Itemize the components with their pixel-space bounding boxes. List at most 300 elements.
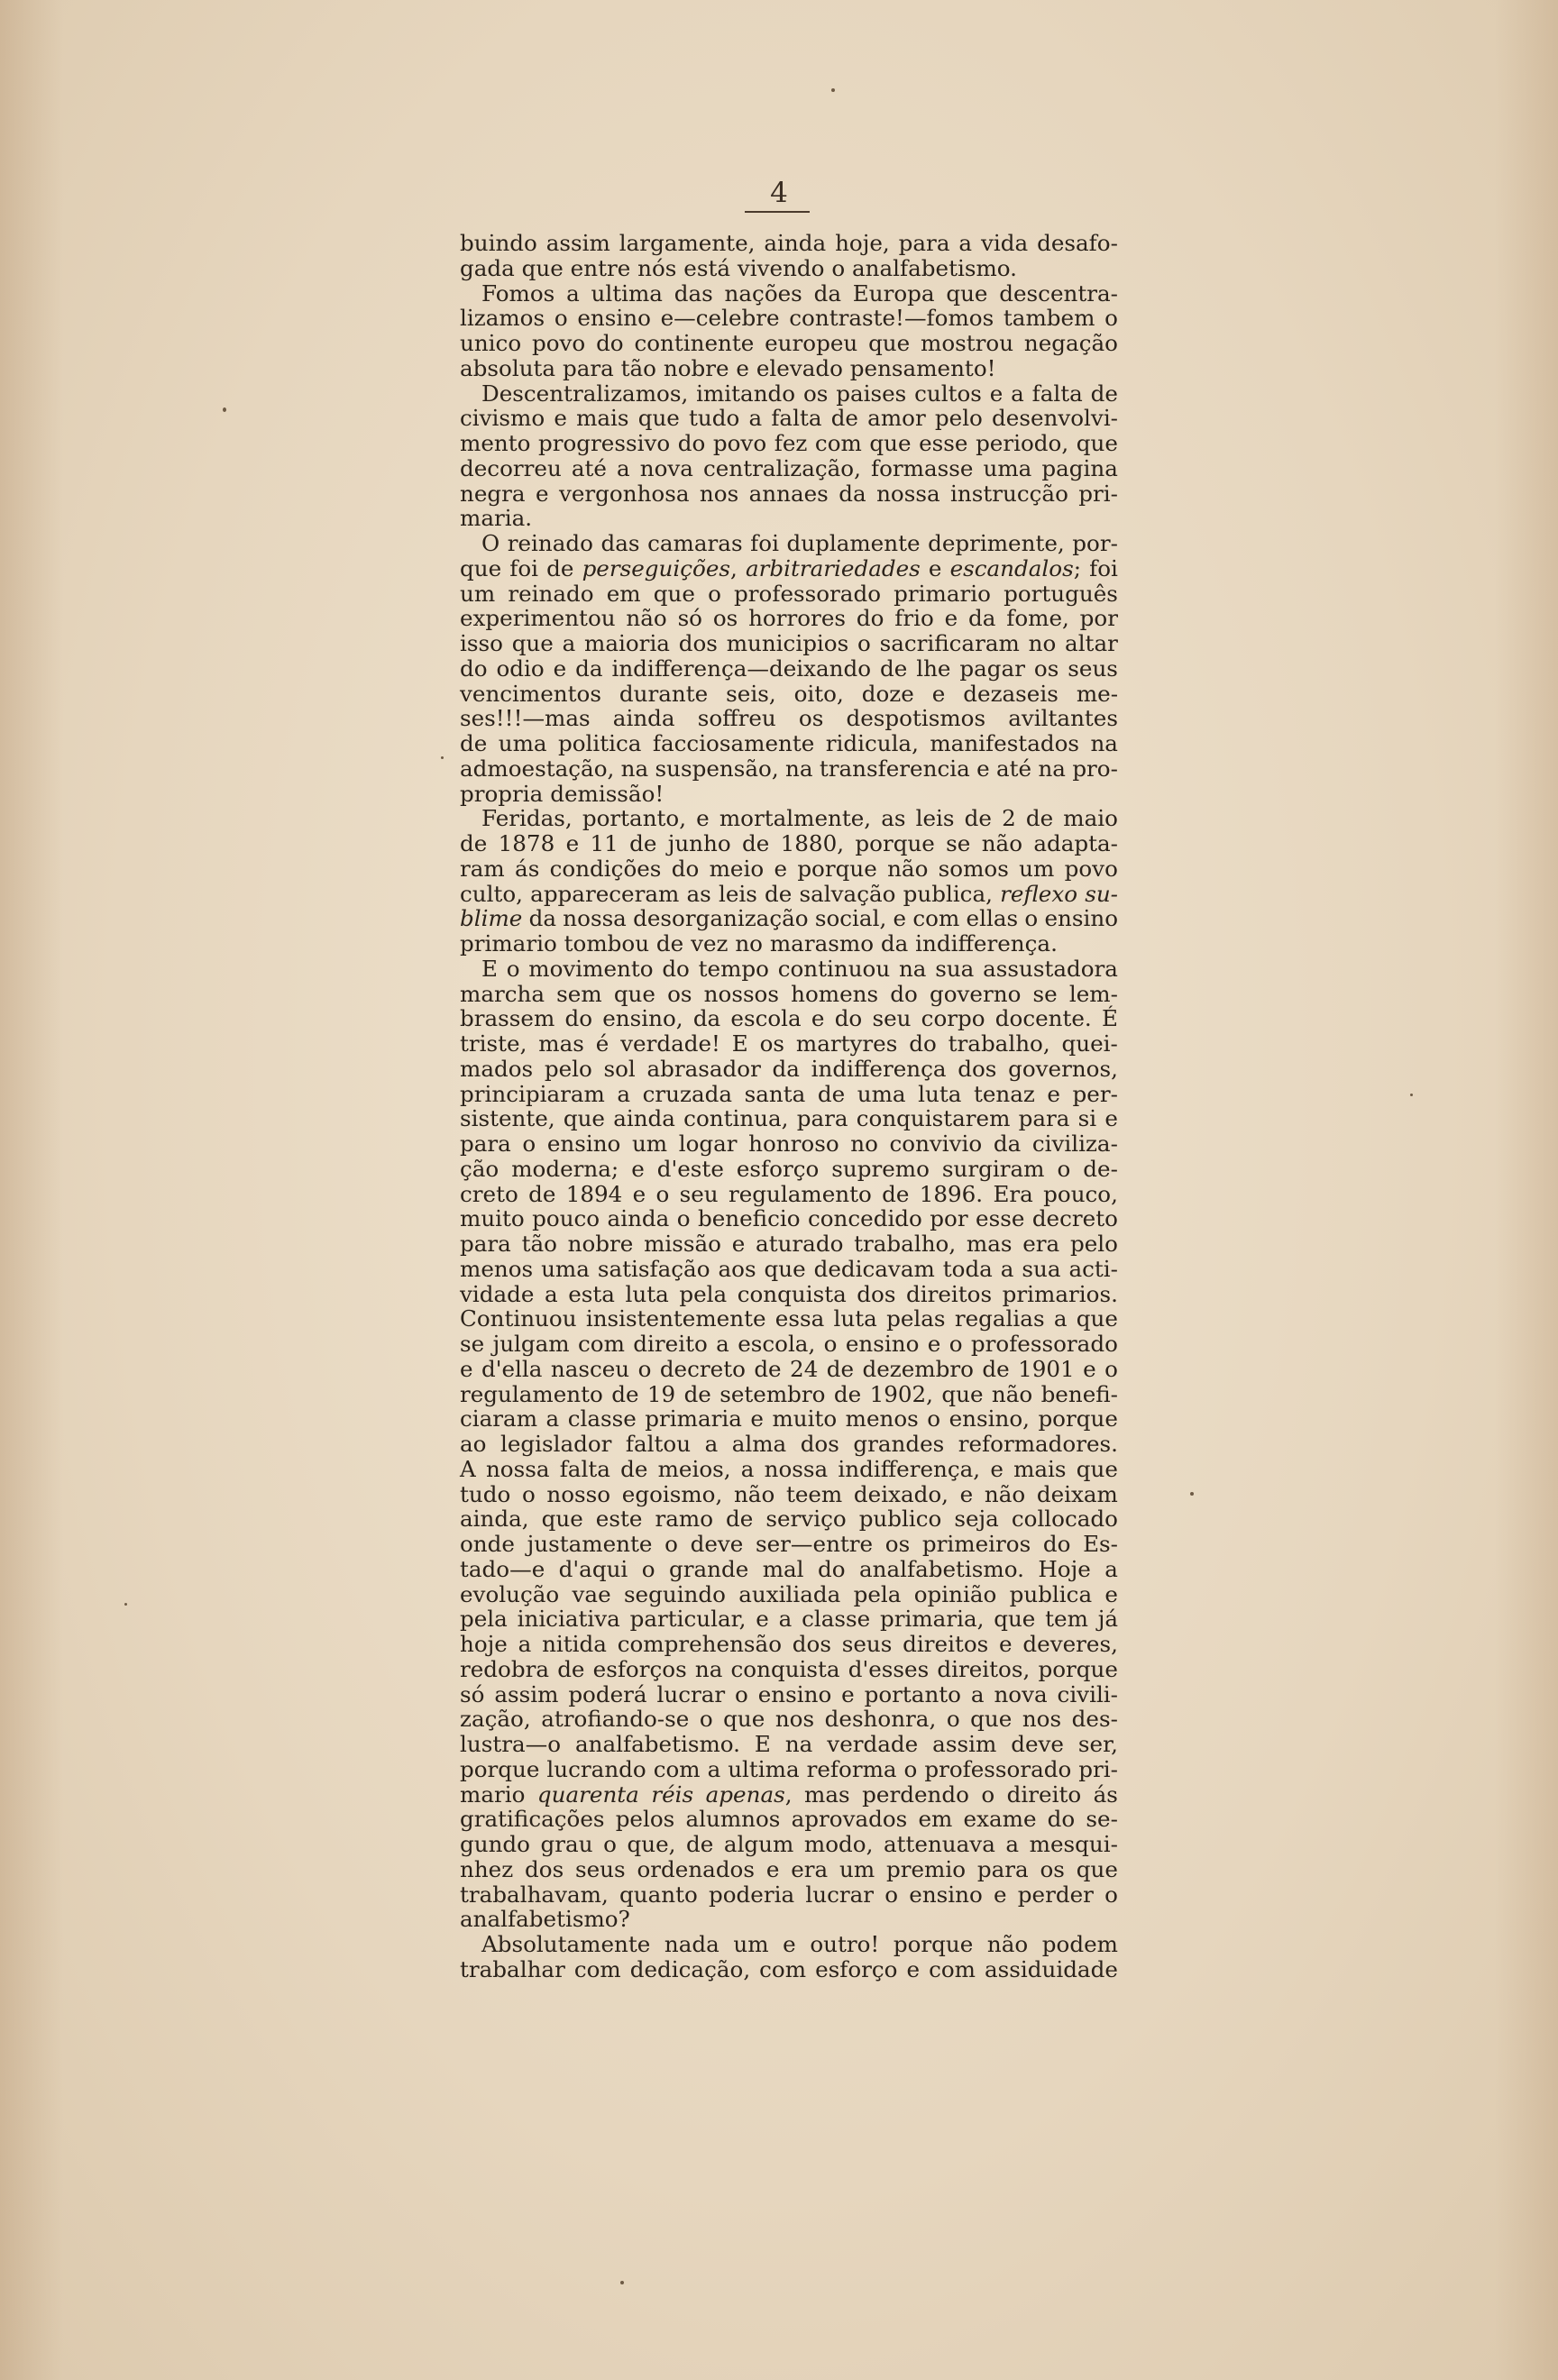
word: pro-	[1072, 755, 1118, 782]
word: do	[460, 654, 488, 682]
text-line	[460, 1682, 1118, 1707]
word: seis,	[726, 680, 776, 707]
word: podem	[1041, 1931, 1118, 1957]
word: regulamento	[728, 1180, 872, 1207]
word: o	[831, 254, 846, 281]
word: 1880,	[780, 830, 845, 856]
word: e	[1104, 1105, 1118, 1132]
text-line	[460, 256, 1118, 281]
word: onde	[460, 1531, 515, 1557]
text-line	[460, 1932, 1118, 1957]
word: cultos	[914, 380, 982, 407]
word: opinião	[913, 1580, 997, 1607]
word: oito,	[793, 680, 844, 707]
word: e	[811, 1005, 825, 1032]
word: o	[1057, 1155, 1071, 1182]
word: e	[994, 1881, 1007, 1908]
word: lizamos	[460, 305, 545, 332]
text-line	[460, 1882, 1118, 1908]
word: o	[699, 1706, 713, 1733]
word: menos	[845, 1405, 919, 1433]
text-line	[460, 1106, 1118, 1131]
word: supremo	[831, 1155, 930, 1182]
word: mesqui-	[1029, 1831, 1118, 1857]
word: luta	[918, 1080, 962, 1107]
word: ás	[515, 855, 540, 882]
text-line	[460, 1732, 1118, 1757]
word: martyres	[795, 1030, 898, 1057]
word: perdendo	[862, 1780, 969, 1808]
word: grande	[668, 1555, 749, 1582]
word: de	[629, 830, 657, 856]
word: não	[981, 830, 1022, 856]
word: de	[879, 654, 908, 682]
word: escola,	[738, 1331, 816, 1357]
word: a	[562, 630, 576, 656]
word: serviço	[765, 1506, 847, 1533]
word: mas	[804, 1780, 850, 1808]
word: trabalhavam,	[460, 1881, 609, 1908]
word: 19	[646, 1380, 676, 1407]
word: evolução	[460, 1580, 560, 1607]
word: civismo	[460, 405, 545, 432]
word: ensino	[757, 1680, 832, 1707]
paper-speck	[620, 2281, 624, 2284]
word: entre	[570, 254, 631, 281]
word: grandes	[853, 1431, 945, 1457]
word: esse	[976, 1205, 1025, 1232]
word: mas	[538, 1030, 584, 1057]
word: pagar	[959, 654, 1025, 682]
text-line	[460, 381, 1118, 407]
word: formasse	[870, 454, 974, 481]
word: continuou	[777, 955, 891, 982]
text-line	[460, 831, 1118, 856]
word: e	[989, 380, 1004, 407]
word: os	[798, 705, 824, 732]
word: professorado	[970, 1331, 1118, 1357]
word: que	[868, 330, 911, 356]
word: para	[460, 1231, 511, 1257]
word: gratificações	[460, 1806, 605, 1833]
word: falta	[559, 1455, 610, 1482]
word: porque	[460, 1755, 540, 1782]
word: pelo	[934, 405, 983, 432]
word: tem	[1045, 1606, 1088, 1633]
word: unico	[460, 330, 522, 356]
word: reinado	[507, 530, 593, 556]
text-line	[460, 431, 1118, 456]
word: durante	[619, 680, 709, 707]
word: analfabetismo.	[852, 254, 1017, 281]
word: periodo,	[976, 430, 1069, 456]
word: pagina	[1041, 454, 1118, 481]
word: ensino,	[949, 1405, 1030, 1433]
word: a	[716, 1331, 729, 1357]
word: que	[1076, 1305, 1118, 1332]
word: analfabetismo?	[460, 1906, 630, 1933]
word: verdade!	[620, 1030, 720, 1057]
word: na	[620, 755, 649, 782]
word: honroso	[748, 1130, 839, 1157]
word: comprehensão	[617, 1631, 782, 1657]
word: amor	[867, 405, 926, 432]
word: brassem	[460, 1005, 555, 1032]
text-line	[460, 882, 1118, 907]
word: direitos,	[937, 1655, 1031, 1682]
text-line	[460, 606, 1118, 631]
paper-edge-shading	[1495, 0, 1558, 2380]
word: nos	[699, 480, 739, 507]
word: descentra-	[999, 279, 1118, 307]
word: auxiliada	[738, 1580, 841, 1607]
word: facciosamente	[652, 730, 815, 756]
word: indifferença,	[838, 1455, 981, 1482]
word: em	[918, 1806, 953, 1833]
word: das	[674, 279, 713, 307]
word: pri-	[1078, 1755, 1118, 1782]
word: portanto	[864, 1680, 961, 1707]
word: meio	[709, 855, 765, 882]
word: da	[813, 279, 841, 307]
word: para	[796, 1105, 848, 1132]
text-line	[460, 706, 1118, 731]
word: primaria	[645, 1405, 742, 1433]
word: conquista	[737, 1280, 847, 1307]
word: pelo	[544, 1055, 592, 1082]
text-line	[460, 1907, 1118, 1932]
text-line	[460, 1506, 1118, 1532]
word: indifferença—deixando	[611, 654, 872, 682]
word: a	[1104, 1555, 1118, 1582]
word: benefi-	[1040, 1380, 1118, 1407]
word: reinado	[508, 580, 594, 607]
word: largamente,	[619, 230, 756, 256]
word: foi	[1089, 554, 1118, 581]
word: do	[1047, 1806, 1076, 1833]
word: direitos	[906, 1280, 993, 1307]
word: vidade	[460, 1280, 535, 1307]
word: e	[944, 605, 958, 632]
word: o	[1104, 305, 1118, 332]
word: perseguições,	[582, 554, 738, 581]
word: dedicavam	[813, 1255, 935, 1282]
word: o	[521, 1480, 536, 1507]
word: de	[528, 1180, 556, 1207]
word: os	[667, 980, 692, 1007]
word: só	[460, 1680, 485, 1707]
word: pensamento!	[849, 354, 996, 381]
word: alumnos	[685, 1806, 781, 1833]
word: trabalho,	[948, 1030, 1050, 1057]
word: os	[884, 1531, 911, 1557]
word: o	[637, 1355, 652, 1382]
italic-text: escandalos	[949, 554, 1074, 581]
word: legislador	[499, 1431, 612, 1457]
word: de	[611, 1380, 639, 1407]
word: mostrou	[921, 330, 1014, 356]
word: regulamento	[460, 1380, 603, 1407]
word: um	[631, 1130, 668, 1157]
word: de	[686, 1831, 714, 1857]
word: a	[566, 279, 580, 307]
word: ensino	[577, 305, 651, 332]
text-line	[460, 1432, 1118, 1457]
word: ordenados	[637, 1855, 755, 1882]
word: com	[578, 1331, 625, 1357]
text-line	[460, 756, 1118, 782]
word: É	[1101, 1005, 1118, 1032]
word: do	[834, 1005, 863, 1032]
word: beneficio	[697, 1205, 801, 1232]
word: camaras	[647, 530, 743, 556]
word: e	[999, 1631, 1013, 1657]
word: assustadora	[983, 955, 1118, 982]
word: tão	[521, 1231, 557, 1257]
word: quei-	[1061, 1030, 1118, 1057]
word: o	[884, 1881, 899, 1908]
word: d'ella	[481, 1355, 543, 1382]
text-line	[460, 1757, 1118, 1782]
word: missão	[644, 1231, 721, 1257]
word: o	[554, 305, 568, 332]
word: assiduidade	[984, 1955, 1118, 1982]
word: publica	[1009, 1580, 1093, 1607]
word: e	[460, 1355, 473, 1382]
word: e	[774, 855, 788, 882]
word: escandalos;	[949, 554, 1082, 581]
word: deveres,	[1022, 1631, 1118, 1657]
word: e	[893, 905, 907, 932]
word: continente	[634, 330, 755, 356]
word: dos	[857, 1280, 896, 1307]
word: de	[655, 930, 684, 957]
word: nova	[639, 454, 693, 481]
word: por	[1079, 605, 1118, 632]
word: luta	[833, 1305, 877, 1332]
text-line	[460, 806, 1118, 831]
word: que	[764, 1255, 806, 1282]
word: de	[1090, 380, 1118, 407]
word: um	[1019, 855, 1055, 882]
word: mados	[460, 1055, 534, 1082]
word: a	[1053, 1305, 1068, 1332]
text-line	[460, 406, 1118, 431]
word: 11	[590, 830, 619, 856]
word: maioria	[584, 630, 670, 656]
text-line	[460, 1557, 1118, 1582]
paper-speck	[831, 88, 835, 92]
word: nasceu	[550, 1355, 630, 1382]
text-line	[460, 1282, 1118, 1307]
word: toda	[942, 1255, 993, 1282]
word: modo,	[803, 1831, 874, 1857]
italic-text: arbitrariedades	[745, 554, 921, 581]
word: nações	[724, 279, 802, 307]
word: a	[970, 1680, 985, 1707]
word: na	[1090, 730, 1118, 756]
word: e	[765, 1855, 780, 1882]
paper-speck	[441, 756, 444, 759]
word: 1894	[565, 1180, 623, 1207]
word: o	[506, 955, 520, 982]
italic-text: réis	[651, 1780, 694, 1808]
word: portanto,	[582, 805, 687, 832]
word: os	[712, 605, 738, 632]
word: a	[1005, 1831, 1020, 1857]
word: attenuava	[883, 1831, 995, 1857]
word: tombou	[564, 930, 650, 957]
word: e	[696, 805, 710, 832]
word: essa	[774, 1305, 825, 1332]
word: poderá	[568, 1680, 647, 1707]
word: e	[756, 1606, 769, 1633]
word: ção	[460, 1155, 499, 1182]
text-line	[460, 1606, 1118, 1632]
word: reforma	[806, 1755, 897, 1782]
text-line	[460, 1782, 1118, 1808]
italic-text: su-	[1085, 880, 1118, 907]
word: europeu	[765, 330, 858, 356]
word: já	[1097, 1606, 1118, 1633]
word: a	[1011, 380, 1024, 407]
word: premio	[885, 1855, 967, 1882]
word: desorganização	[633, 905, 809, 932]
word: e	[736, 354, 749, 381]
word: o	[676, 1205, 691, 1232]
word: classe	[567, 1405, 637, 1433]
word: o	[603, 1831, 617, 1857]
word: e	[632, 1180, 646, 1207]
word: indifferença.	[915, 930, 1058, 957]
word: dezaseis	[963, 680, 1059, 707]
word: salvação	[799, 880, 896, 907]
word: convivio	[889, 1130, 983, 1157]
word: primario	[460, 930, 557, 957]
word: surgiram	[941, 1155, 1045, 1182]
word: de	[982, 1355, 1010, 1382]
word: o	[949, 1331, 963, 1357]
word: vida	[981, 230, 1029, 256]
word: sem	[556, 980, 602, 1007]
text-line	[460, 481, 1118, 507]
word: português	[1004, 580, 1118, 607]
word: de-	[1083, 1155, 1118, 1182]
word: sua	[1022, 1255, 1061, 1282]
word: e—celebre	[660, 305, 780, 332]
word: lhe	[916, 654, 951, 682]
word: Fomos	[481, 279, 555, 307]
word: uma	[498, 730, 547, 756]
word: pouco,	[1043, 1180, 1118, 1207]
word: principiaram	[460, 1080, 605, 1107]
text-line	[460, 1057, 1118, 1082]
text-line	[460, 1157, 1118, 1182]
word: o	[1104, 1355, 1118, 1382]
text-line	[460, 957, 1118, 982]
word: e	[1047, 1080, 1060, 1107]
word: municipios	[726, 630, 849, 656]
word: por	[930, 1205, 968, 1232]
word: insistentemente	[585, 1305, 766, 1332]
word: redobra	[460, 1655, 550, 1682]
word: a	[740, 1455, 755, 1482]
word: seus	[1068, 654, 1118, 682]
word: buindo	[460, 230, 537, 256]
word: E	[481, 955, 498, 982]
text-line	[460, 1006, 1118, 1031]
word: da	[967, 605, 996, 632]
word: e	[565, 830, 580, 856]
word: ainda	[612, 705, 675, 732]
word: seus	[841, 1631, 893, 1657]
word: E	[731, 1030, 748, 1057]
word: o	[655, 1180, 670, 1207]
word: e	[783, 1931, 796, 1957]
word: propria	[460, 780, 544, 807]
word: por-	[1072, 530, 1118, 556]
word: indifferença	[811, 1055, 947, 1082]
word: na	[785, 755, 813, 782]
word: junho	[667, 830, 731, 856]
word: pelas	[886, 1305, 946, 1332]
word: civiliza-	[1031, 1130, 1118, 1157]
word: nossa	[876, 480, 940, 507]
text-line	[460, 631, 1118, 656]
word: os	[759, 1030, 785, 1057]
word: está	[683, 254, 730, 281]
word: um	[839, 1855, 875, 1882]
word: para	[460, 1130, 511, 1157]
italic-text: blime	[460, 905, 523, 932]
word: a	[1000, 1255, 1014, 1282]
word: d'este	[656, 1155, 724, 1182]
word: escola	[730, 1005, 802, 1032]
text-line	[460, 856, 1118, 882]
word: ram	[460, 855, 505, 882]
word: social,	[814, 905, 887, 932]
word: seus	[575, 1855, 626, 1882]
word: justamente	[527, 1531, 653, 1557]
word: a	[518, 1631, 532, 1657]
word: a	[545, 1280, 558, 1307]
word: particular,	[629, 1606, 747, 1633]
word: que	[521, 254, 564, 281]
text-line	[460, 1832, 1118, 1857]
word: soffreu	[697, 705, 776, 732]
word: continua,	[683, 1105, 789, 1132]
word: 1896.	[919, 1180, 984, 1207]
word: isso	[460, 630, 503, 656]
word: e	[990, 1455, 1004, 1482]
word: era	[791, 1855, 829, 1882]
word: tenaz	[973, 1080, 1035, 1107]
word: uma	[983, 454, 1032, 481]
word: e	[631, 1155, 645, 1182]
text-line	[460, 931, 1118, 957]
word: egoismo,	[621, 1480, 723, 1507]
word: se-	[1086, 1806, 1118, 1833]
word: santa	[744, 1080, 806, 1107]
word: da	[993, 1130, 1022, 1157]
word: gundo	[460, 1831, 530, 1857]
word: ser—entre	[756, 1531, 874, 1557]
word: a	[748, 405, 763, 432]
word: maio	[1063, 805, 1118, 832]
word: leis	[915, 805, 955, 832]
word: logar	[678, 1130, 738, 1157]
text-line	[460, 456, 1118, 481]
